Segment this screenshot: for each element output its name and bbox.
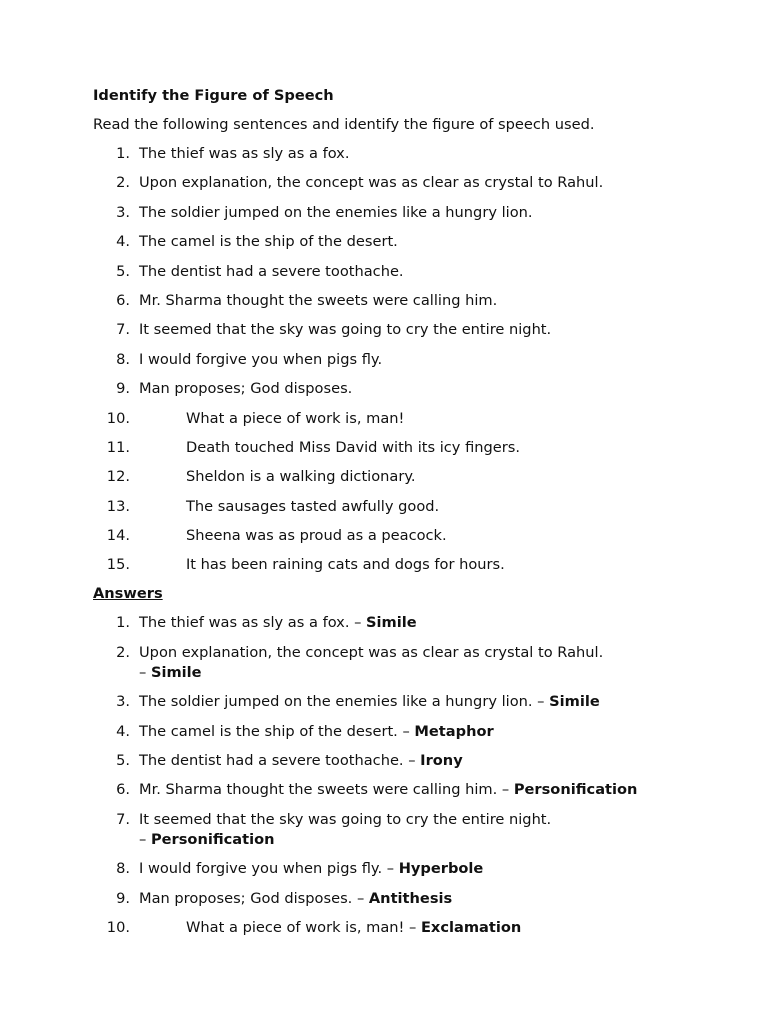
answer-sentence: The dentist had a severe toothache. – xyxy=(139,752,421,770)
question-text: I would forgive you when pigs fly. xyxy=(139,350,383,368)
answer-sentence: It seemed that the sky was going to cry the entire night. xyxy=(139,810,552,828)
question-number: 2. xyxy=(116,174,130,192)
answer-number: 8. xyxy=(116,860,130,878)
question-item xyxy=(93,526,693,546)
question-item xyxy=(93,144,693,164)
question-number: 5. xyxy=(116,262,130,280)
answer-item xyxy=(93,613,693,633)
answer-number: 1. xyxy=(116,614,130,632)
answer-item xyxy=(93,643,693,683)
question-text: Upon explanation, the concept was as clear as crystal to Rahul. xyxy=(139,174,604,192)
question-number: 6. xyxy=(116,291,130,309)
question-number: 13. xyxy=(106,497,130,515)
answer-sentence: The soldier jumped on the enemies like a hungry lion. – xyxy=(139,693,550,711)
answer-sentence: Upon explanation, the concept was as clear as crystal to Rahul. xyxy=(139,643,604,661)
answer-label: Simile xyxy=(366,614,417,632)
question-list xyxy=(93,144,693,575)
answer-sentence: I would forgive you when pigs fly. – xyxy=(139,860,399,878)
answers-heading: Answers xyxy=(93,585,163,603)
answer-label: Hyperbole xyxy=(398,860,484,878)
question-text: It seemed that the sky was going to cry the entire night. xyxy=(139,321,552,339)
question-item xyxy=(93,350,693,370)
answer-item xyxy=(93,810,693,850)
answer-item xyxy=(93,751,693,771)
question-text: Death touched Miss David with its icy fingers. xyxy=(186,438,520,456)
question-text: Man proposes; God disposes. xyxy=(139,380,353,398)
question-text: Mr. Sharma thought the sweets were calling him. xyxy=(139,291,498,309)
question-number: 8. xyxy=(116,350,130,368)
answer-number: 9. xyxy=(116,889,130,907)
question-item xyxy=(93,320,693,340)
question-number: 7. xyxy=(116,321,130,339)
question-number: 9. xyxy=(116,380,130,398)
question-item xyxy=(93,438,693,458)
question-number: 4. xyxy=(116,233,130,251)
question-number: 12. xyxy=(106,468,130,486)
answer-number: 2. xyxy=(116,643,130,661)
question-item xyxy=(93,409,693,429)
answer-number: 7. xyxy=(116,810,130,828)
answer-label: Simile xyxy=(549,693,600,711)
question-text: The dentist had a severe toothache. xyxy=(139,262,404,280)
question-item xyxy=(93,555,693,575)
answer-item xyxy=(93,722,693,742)
answer-number: 6. xyxy=(116,781,130,799)
answer-label: Metaphor xyxy=(414,722,494,740)
document-body xyxy=(93,86,693,938)
answer-number: 4. xyxy=(116,722,130,740)
answer-number: 5. xyxy=(116,752,130,770)
question-text: What a piece of work is, man! xyxy=(186,409,405,427)
question-item xyxy=(93,497,693,517)
question-text: The soldier jumped on the enemies like a hungry lion. xyxy=(139,203,533,221)
answer-number: 10. xyxy=(106,918,130,936)
answer-sentence: What a piece of work is, man! – xyxy=(186,918,421,936)
document-title: Identify the Figure of Speech xyxy=(93,87,334,104)
answer-list xyxy=(93,613,693,938)
question-item xyxy=(93,467,693,487)
question-text: The sausages tasted awfully good. xyxy=(186,497,440,515)
question-item xyxy=(93,291,693,311)
question-number: 10. xyxy=(106,409,130,427)
question-item xyxy=(93,379,693,399)
answer-sentence: The thief was as sly as a fox. – xyxy=(139,614,367,632)
answer-sentence: Man proposes; God disposes. – xyxy=(139,889,369,907)
question-text: It has been raining cats and dogs for hours. xyxy=(186,556,505,574)
answer-sentence: The camel is the ship of the desert. – xyxy=(139,722,415,740)
answer-label: Personification xyxy=(150,830,275,848)
answer-item xyxy=(93,780,693,800)
question-number: 15. xyxy=(106,556,130,574)
answer-label: Exclamation xyxy=(420,918,522,936)
answer-dash: – xyxy=(139,830,151,848)
question-text: The thief was as sly as a fox. xyxy=(139,145,350,162)
answer-dash: – xyxy=(139,663,151,681)
answer-item xyxy=(93,889,693,909)
answer-sentence: Mr. Sharma thought the sweets were calling him. – xyxy=(139,781,514,799)
question-number: 14. xyxy=(106,527,130,545)
answer-item xyxy=(93,859,693,879)
instructions: Read the following sentences and identify the figure of speech used. xyxy=(93,116,595,133)
question-number: 1. xyxy=(116,145,130,162)
answer-label: Simile xyxy=(150,663,202,681)
answer-label: Irony xyxy=(420,752,463,770)
question-number: 3. xyxy=(116,203,130,221)
question-item xyxy=(93,173,693,193)
answer-label: Antithesis xyxy=(368,889,453,907)
answer-label: Personification xyxy=(513,781,638,799)
question-item xyxy=(93,232,693,252)
answer-number: 3. xyxy=(116,693,130,711)
question-item xyxy=(93,203,693,223)
answer-item xyxy=(93,692,693,712)
question-text: Sheldon is a walking dictionary. xyxy=(186,468,416,486)
question-item xyxy=(93,262,693,282)
question-text: The camel is the ship of the desert. xyxy=(139,233,398,251)
answer-item xyxy=(93,918,693,938)
question-text: Sheena was as proud as a peacock. xyxy=(186,527,447,545)
question-number: 11. xyxy=(106,438,130,456)
